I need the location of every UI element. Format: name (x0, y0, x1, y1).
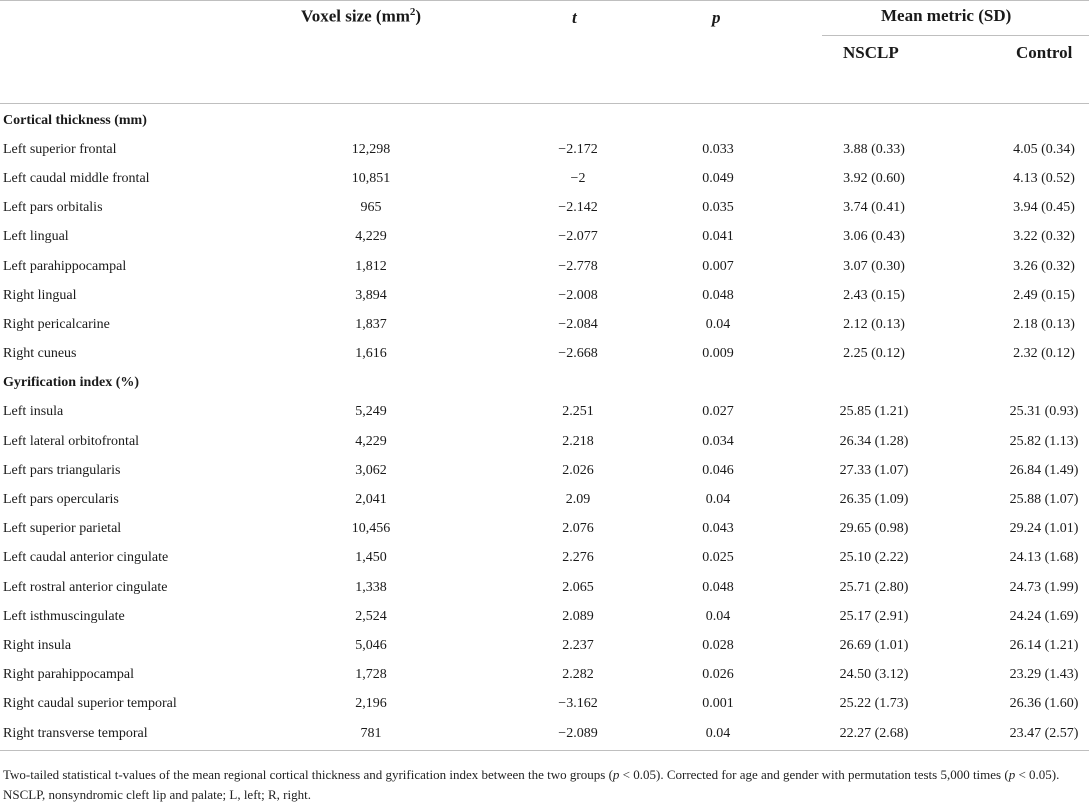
p-value-cell-text: 0.049 (702, 170, 734, 186)
p-value-cell-text: 0.025 (702, 550, 734, 566)
nsclp-mean-cell-text: 3.74 (0.41) (843, 200, 905, 216)
p-value-cell-text: 0.043 (702, 521, 734, 537)
voxel-size-cell-text: 1,450 (355, 550, 387, 566)
control-mean-cell-text: 25.82 (1.13) (1009, 433, 1079, 449)
t-value-cell-text: 2.026 (562, 462, 594, 478)
region-cell: Left superior parietal (3, 521, 122, 537)
t-value-cell-text: 2.065 (562, 579, 594, 595)
t-value-cell-text: 2.251 (562, 404, 594, 420)
nsclp-mean-cell-text: 3.92 (0.60) (843, 170, 905, 186)
header-mean-rule (822, 35, 1089, 36)
region-cell: Right caudal superior temporal (3, 696, 177, 712)
table-footnote: Two-tailed statistical t-values of the mean regional cortical thickness and gyrification index between the two groups (p < 0.05). Corrected for age and gender with permutation tests 5,000 times (p < 0.05). NSCLP, nonsyndromic cleft lip and palate; L, left; R, right. (3, 767, 1060, 803)
region-cell: Left isthmuscingulate (3, 608, 125, 624)
t-value-cell-text: −3.162 (558, 696, 598, 712)
voxel-size-cell-text: 4,229 (355, 229, 387, 245)
region-cell: Right cuneus (3, 346, 77, 362)
p-value-cell-text: 0.04 (705, 316, 731, 332)
control-mean-cell-text: 26.84 (1.49) (1009, 462, 1079, 478)
region-cell: Left caudal anterior cingulate (3, 550, 169, 566)
table-body (0, 104, 1089, 748)
header-mean-metric: Mean metric (SD) (881, 6, 1012, 25)
voxel-size-cell-text: 10,456 (351, 521, 391, 537)
voxel-size-cell-text: 1,728 (355, 667, 387, 683)
voxel-size-cell-text: 1,616 (355, 346, 387, 362)
nsclp-mean-cell-text: 25.71 (2.80) (839, 579, 909, 595)
t-value-cell-text: −2.778 (558, 258, 598, 274)
voxel-size-cell-text: 3,894 (355, 287, 387, 303)
nsclp-mean-cell-text: 25.10 (2.22) (839, 550, 909, 566)
p-value-cell-text: 0.027 (702, 404, 734, 420)
voxel-size-cell-text: 2,524 (355, 608, 387, 624)
table-row (0, 427, 1089, 456)
control-mean-cell-text: 24.13 (1.68) (1009, 550, 1079, 566)
nsclp-mean-cell-text: 24.50 (3.12) (839, 667, 909, 683)
nsclp-mean-cell-text: 26.69 (1.01) (839, 637, 909, 653)
section-title: Cortical thickness (mm) (3, 112, 147, 128)
control-mean-cell-text: 25.31 (0.93) (1009, 404, 1079, 420)
table-row (0, 515, 1089, 544)
voxel-size-cell-text: 1,837 (355, 316, 387, 332)
t-value-cell-text: −2.089 (558, 725, 598, 741)
t-value-cell-text: −2.142 (558, 200, 598, 216)
t-value-cell-text: −2.172 (558, 141, 598, 157)
region-cell: Left insula (3, 404, 64, 420)
control-mean-cell-text: 2.18 (0.13) (1013, 316, 1075, 332)
voxel-size-cell-text: 2,041 (355, 492, 387, 508)
header-voxel-size: Voxel size $(mm^2)$ (301, 6, 422, 26)
nsclp-mean-cell-text: 25.85 (1.21) (839, 404, 909, 420)
nsclp-mean-cell-text: 29.65 (0.98) (839, 521, 909, 537)
control-mean-cell-text: 3.22 (0.32) (1013, 229, 1075, 245)
table-row (0, 573, 1089, 602)
t-value-cell-text: 2.076 (562, 521, 594, 537)
table-row (0, 661, 1089, 690)
p-value-cell-text: 0.007 (702, 258, 734, 274)
voxel-size-cell-text: 1,812 (355, 258, 387, 274)
header-control: Control (1016, 43, 1073, 62)
nsclp-mean-cell-text: 2.25 (0.12) (843, 346, 905, 362)
p-value-cell-text: 0.046 (702, 462, 734, 478)
region-cell: Left parahippocampal (3, 258, 127, 274)
control-mean-cell-text: 4.05 (0.34) (1013, 141, 1075, 157)
t-value-cell-text: −2 (570, 170, 586, 186)
region-cell: Right lingual (3, 287, 77, 303)
p-value-cell-text: 0.035 (702, 200, 734, 216)
control-mean-cell-text: 29.24 (1.01) (1009, 521, 1079, 537)
region-cell: Left superior frontal (3, 141, 117, 157)
section-heading (0, 369, 1089, 398)
p-value-cell-text: 0.04 (705, 608, 731, 624)
voxel-size-cell-text: 2,196 (355, 696, 387, 712)
nsclp-mean-cell-text: 3.06 (0.43) (843, 229, 905, 245)
voxel-size-cell-text: 965 (360, 200, 382, 216)
p-value-cell-text: 0.009 (702, 346, 734, 362)
nsclp-mean-cell-text: 26.34 (1.28) (839, 433, 909, 449)
control-mean-cell-text: 23.47 (2.57) (1009, 725, 1079, 741)
p-value-cell-text: 0.048 (702, 287, 734, 303)
section-heading (0, 106, 1089, 135)
table-row (0, 631, 1089, 660)
nsclp-mean-cell-text: 3.88 (0.33) (843, 141, 905, 157)
p-value-cell-text: 0.026 (702, 667, 734, 683)
control-mean-cell-text: 4.13 (0.52) (1013, 170, 1075, 186)
t-value-cell-text: 2.276 (562, 550, 594, 566)
table-row (0, 456, 1089, 485)
table-row (0, 485, 1089, 514)
table-header (0, 0, 1089, 103)
voxel-size-cell-text: 5,046 (355, 637, 387, 653)
t-value-cell-text: −2.008 (558, 287, 598, 303)
voxel-size-cell-text: 10,851 (351, 170, 391, 186)
table-row (0, 310, 1089, 339)
control-mean-cell-text: 26.36 (1.60) (1009, 696, 1079, 712)
table-row (0, 544, 1089, 573)
p-value-cell-text: 0.034 (702, 433, 734, 449)
p-value-cell-text: 0.04 (705, 725, 731, 741)
nsclp-mean-cell-text: 2.12 (0.13) (843, 316, 905, 332)
table-row (0, 135, 1089, 164)
control-mean-cell-text: 24.73 (1.99) (1009, 579, 1079, 595)
region-cell: Left caudal middle frontal (3, 170, 150, 186)
region-cell: Right parahippocampal (3, 667, 135, 683)
voxel-size-cell-text: 1,338 (355, 579, 387, 595)
table-row (0, 690, 1089, 719)
control-mean-cell-text: 2.32 (0.12) (1013, 346, 1075, 362)
nsclp-mean-cell-text: 3.07 (0.30) (843, 258, 905, 274)
table-row (0, 223, 1089, 252)
p-value-cell-text: 0.001 (702, 696, 734, 712)
p-value-cell-text: 0.048 (702, 579, 734, 595)
p-value-cell-text: 0.04 (705, 492, 731, 508)
t-value-cell-text: −2.668 (558, 346, 598, 362)
region-cell: Right pericalcarine (3, 316, 110, 332)
voxel-size-cell-text: 5,249 (355, 404, 387, 420)
control-mean-cell-text: 2.49 (0.15) (1013, 287, 1075, 303)
header-t: t (572, 8, 577, 27)
header-nsclp: NSCLP (843, 43, 899, 62)
t-value-cell-text: 2.09 (565, 492, 591, 508)
control-mean-cell-text: 3.26 (0.32) (1013, 258, 1075, 274)
region-cell: Right transverse temporal (3, 725, 148, 741)
voxel-size-cell-text: 12,298 (351, 141, 391, 157)
voxel-size-cell-text: 4,229 (355, 433, 387, 449)
region-cell: Left pars opercularis (3, 492, 119, 508)
voxel-size-cell-text: 3,062 (355, 462, 387, 478)
p-value-cell-text: 0.028 (702, 637, 734, 653)
control-mean-cell-text: 23.29 (1.43) (1009, 667, 1079, 683)
t-value-cell-text: 2.237 (562, 637, 594, 653)
region-cell: Left lateral orbitofrontal (3, 433, 140, 449)
t-value-cell-text: −2.084 (558, 316, 598, 332)
control-mean-cell-text: 25.88 (1.07) (1009, 492, 1079, 508)
region-cell: Left rostral anterior cingulate (3, 579, 168, 595)
control-mean-cell-text: 3.94 (0.45) (1013, 200, 1075, 216)
region-cell: Left pars orbitalis (3, 200, 103, 216)
nsclp-mean-cell-text: 25.22 (1.73) (839, 696, 909, 712)
region-cell: Left lingual (3, 229, 69, 245)
p-value-cell-text: 0.033 (702, 141, 734, 157)
nsclp-mean-cell-text: 26.35 (1.09) (839, 492, 909, 508)
table-row (0, 719, 1089, 748)
nsclp-mean-cell-text: 25.17 (2.91) (839, 608, 909, 624)
table-row (0, 194, 1089, 223)
nsclp-mean-cell-text: 27.33 (1.07) (839, 462, 909, 478)
nsclp-mean-cell-text: 2.43 (0.15) (843, 287, 905, 303)
table-row (0, 340, 1089, 369)
table-row (0, 398, 1089, 427)
section-title: Gyrification index (%) (3, 375, 140, 391)
t-value-cell-text: 2.282 (562, 667, 594, 683)
nsclp-mean-cell-text: 22.27 (2.68) (839, 725, 909, 741)
table-row (0, 281, 1089, 310)
region-cell: Right insula (3, 637, 72, 653)
p-value-cell-text: 0.041 (702, 229, 734, 245)
table-row (0, 252, 1089, 281)
t-value-cell-text: 2.089 (562, 608, 594, 624)
header-p: p (712, 8, 721, 27)
region-cell: Left pars triangularis (3, 462, 121, 478)
t-value-cell-text: 2.218 (562, 433, 594, 449)
control-mean-cell-text: 24.24 (1.69) (1009, 608, 1079, 624)
table-row (0, 164, 1089, 193)
voxel-size-cell-text: 781 (360, 725, 382, 741)
control-mean-cell-text: 26.14 (1.21) (1009, 637, 1079, 653)
t-value-cell-text: −2.077 (558, 229, 598, 245)
table-row (0, 602, 1089, 631)
